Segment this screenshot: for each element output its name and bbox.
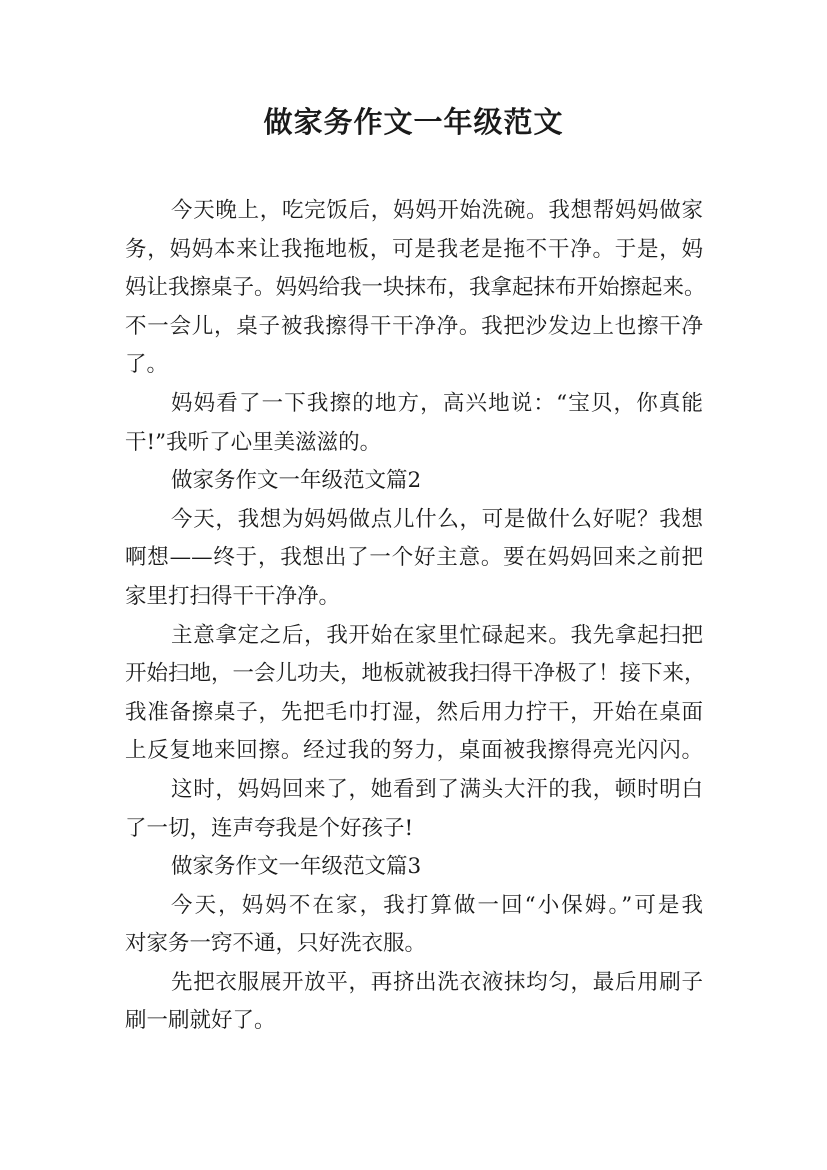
text-line: 了。 (125, 352, 169, 378)
text-line: 做家务作文一年级范文篇3 (171, 854, 422, 880)
text-line: 主意拿定之后，我开始在家里忙碌起来。我先拿起扫把 (171, 622, 703, 648)
text-line: 开始扫地，一会儿功夫，地板就被我扫得干净极了！接下来， (125, 661, 706, 687)
text-line: 今天，我想为妈妈做点儿什么，可是做什么好呢？我想 (171, 506, 703, 532)
text-line: 先把衣服展开放平，再挤出洗衣液抹均匀，最后用刷子 (171, 969, 703, 995)
text-line: 家里打扫得干干净净。 (125, 583, 341, 609)
text-line: 今天，妈妈不在家，我打算做一回“小保姆。”可是我 (171, 892, 703, 918)
text-line: 今天晚上，吃完饭后，妈妈开始洗碗。我想帮妈妈做家 (171, 198, 703, 223)
text-line: 上反复地来回擦。经过我的努力，桌面被我擦得亮光闪闪。 (125, 738, 703, 764)
text-line: 刷一刷就好了。 (125, 1008, 276, 1034)
document-title: 做家务作文一年级范文 (263, 105, 564, 139)
text-line: 我准备擦桌子，先把毛巾打湿，然后用力拧干，开始在桌面 (125, 699, 703, 725)
document-body (125, 192, 706, 1041)
text-line: 了一切，连声夸我是个好孩子! (125, 815, 414, 841)
text-line: 对家务一窍不通，只好洗衣服。 (125, 931, 427, 957)
text-line: 不一会儿，桌子被我擦得干干净净。我把沙发边上也擦干净 (125, 313, 703, 339)
text-line: 啊想——终于，我想出了一个好主意。要在妈妈回来之前把 (125, 545, 703, 571)
text-line: 务，妈妈本来让我拖地板，可是我老是拖不干净。于是，妈 (125, 236, 703, 262)
text-line: 妈妈看了一下我擦的地方，高兴地说：“宝贝，你真能 (171, 390, 703, 416)
text-line: 妈让我擦桌子。妈妈给我一块抹布，我拿起抹布开始擦起来。 (125, 275, 706, 301)
text-line: 这时，妈妈回来了，她看到了满头大汗的我，顿时明白 (171, 776, 703, 802)
text-line: 干!”我听了心里美滋滋的。 (125, 429, 382, 455)
text-line: 做家务作文一年级范文篇2 (171, 468, 422, 494)
